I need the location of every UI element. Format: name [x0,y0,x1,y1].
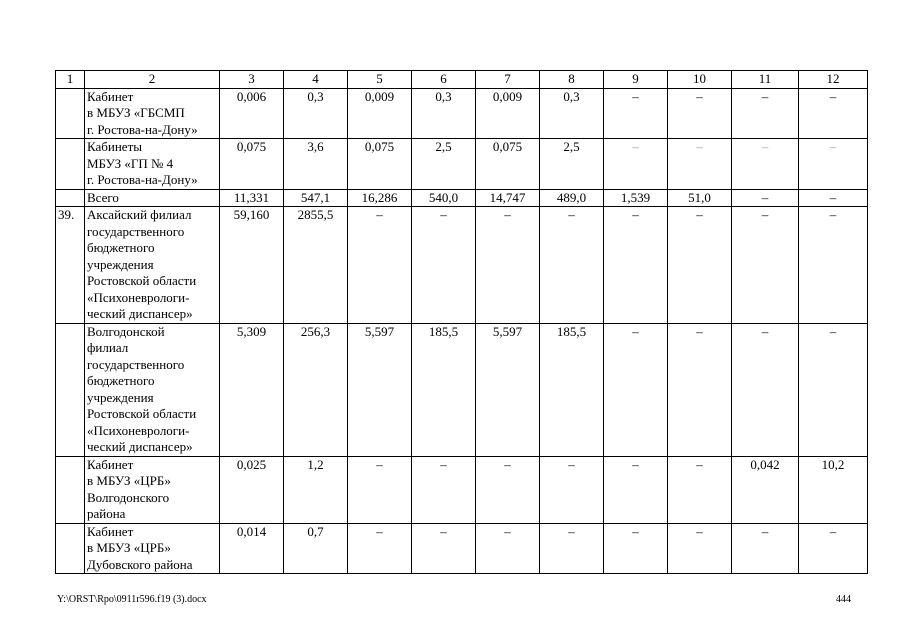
table-row [56,88,868,139]
value-cell: – [604,523,668,574]
value-cell: 0,075 [220,139,284,190]
value-cell: 0,3 [540,88,604,139]
value-cell: 0,075 [348,139,412,190]
value-cell: 0,006 [220,88,284,139]
value-cell: 185,5 [412,323,476,456]
value-cell: – [668,139,732,190]
value-cell: 0,042 [732,456,799,523]
value-cell: 489,0 [540,189,604,207]
value-cell: 0,014 [220,523,284,574]
header-cell: 6 [412,71,476,89]
value-cell: – [540,207,604,324]
value-cell: – [668,456,732,523]
value-cell: – [348,456,412,523]
header-cell: 12 [799,71,868,89]
value-cell: – [540,523,604,574]
value-cell: – [476,207,540,324]
value-cell: 0,009 [348,88,412,139]
value-cell: 59,160 [220,207,284,324]
value-cell: – [799,88,868,139]
value-cell: – [668,323,732,456]
row-name-cell: Кабинет в МБУЗ «ЦРБ» Дубовского района [85,523,220,574]
header-cell: 11 [732,71,799,89]
value-cell: 185,5 [540,323,604,456]
value-cell: – [604,207,668,324]
value-cell: – [732,139,799,190]
value-cell: 540,0 [412,189,476,207]
value-cell: 547,1 [284,189,348,207]
value-cell: – [412,207,476,324]
header-cell: 4 [284,71,348,89]
page-number: 444 [836,594,851,605]
value-cell: – [668,523,732,574]
value-cell: – [348,207,412,324]
table-row [56,189,868,207]
row-name-cell: Волгодонской филиал государственного бюджетного учреждения Ростовской области «Психоневрологи- ческий диспансер» [85,323,220,456]
data-table [55,70,868,574]
value-cell: – [476,523,540,574]
value-cell: 5,597 [348,323,412,456]
row-index-cell [56,139,85,190]
value-cell: 0,7 [284,523,348,574]
row-name-cell: Кабинеты МБУЗ «ГП № 4 г. Ростова-на-Дону» [85,139,220,190]
table-row [56,207,868,324]
row-index-cell [56,323,85,456]
row-name-cell: Кабинет в МБУЗ «ГБСМП г. Ростова-на-Дону» [85,88,220,139]
value-cell: – [799,189,868,207]
value-cell: 2855,5 [284,207,348,324]
value-cell: – [604,323,668,456]
table-row [56,523,868,574]
value-cell: – [604,456,668,523]
value-cell: – [732,88,799,139]
value-cell: – [732,523,799,574]
value-cell: – [348,523,412,574]
value-cell: – [668,207,732,324]
header-cell: 9 [604,71,668,89]
value-cell: 2,5 [412,139,476,190]
value-cell: – [412,456,476,523]
value-cell: 0,009 [476,88,540,139]
header-cell: 3 [220,71,284,89]
value-cell: 14,747 [476,189,540,207]
value-cell: 0,075 [476,139,540,190]
row-name-cell: Аксайский филиал государственного бюджетного учреждения Ростовской области «Психоневрологи- ческий диспансер» [85,207,220,324]
table-row [56,323,868,456]
value-cell: – [476,456,540,523]
header-cell: 10 [668,71,732,89]
value-cell: 2,5 [540,139,604,190]
value-cell: 0,3 [412,88,476,139]
value-cell: 256,3 [284,323,348,456]
value-cell: – [799,323,868,456]
value-cell: – [799,139,868,190]
value-cell: 10,2 [799,456,868,523]
row-name-cell: Всего [85,189,220,207]
value-cell: 0,3 [284,88,348,139]
value-cell: – [540,456,604,523]
value-cell: 11,331 [220,189,284,207]
value-cell: – [668,88,732,139]
value-cell: 16,286 [348,189,412,207]
header-cell: 7 [476,71,540,89]
value-cell: 1,539 [604,189,668,207]
table-row [56,456,868,523]
value-cell: – [732,207,799,324]
row-name-cell: Кабинет в МБУЗ «ЦРБ» Волгодонского района [85,456,220,523]
header-row [56,71,868,89]
value-cell: 1,2 [284,456,348,523]
value-cell: – [732,323,799,456]
value-cell: 5,309 [220,323,284,456]
header-cell: 1 [56,71,85,89]
row-index-cell [56,88,85,139]
value-cell: 0,025 [220,456,284,523]
value-cell: 5,597 [476,323,540,456]
table-row [56,139,868,190]
value-cell: – [799,207,868,324]
value-cell: – [799,523,868,574]
value-cell: – [604,139,668,190]
row-index-cell [56,456,85,523]
row-index-cell: 39. [56,207,85,324]
value-cell: – [412,523,476,574]
value-cell: – [604,88,668,139]
header-cell: 8 [540,71,604,89]
row-index-cell [56,189,85,207]
header-cell: 5 [348,71,412,89]
value-cell: 51,0 [668,189,732,207]
value-cell: 3,6 [284,139,348,190]
footer-file-path: Y:\ORST\Rpo\0911r596.f19 (3).docx [57,594,207,605]
header-cell: 2 [85,71,220,89]
value-cell: – [732,189,799,207]
table-body [56,71,868,574]
row-index-cell [56,523,85,574]
